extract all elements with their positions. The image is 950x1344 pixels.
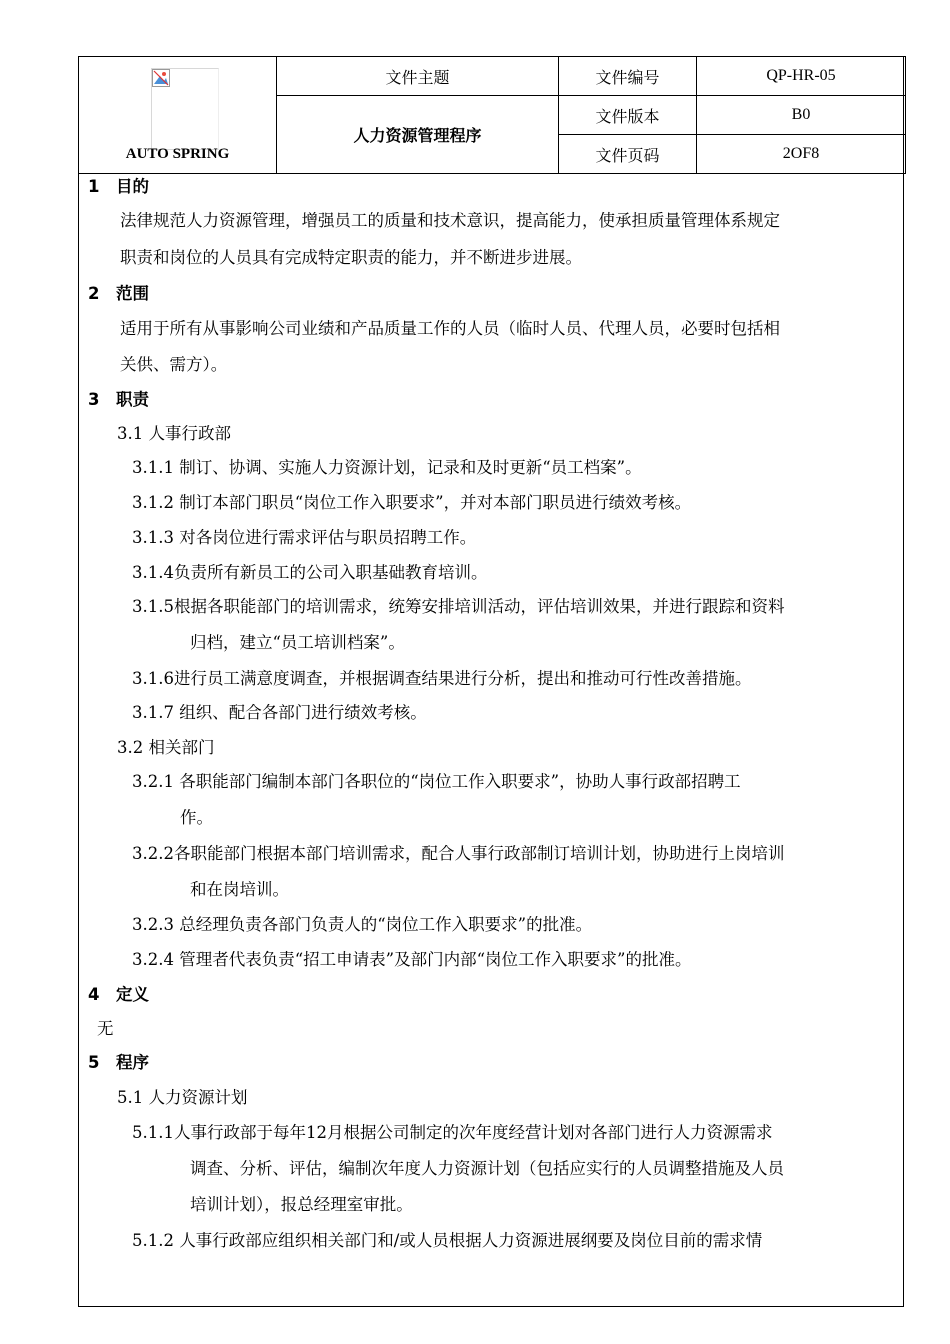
section-1-text: 职责和岗位的人员具有完成特定职责的能力，并不断进步进展。: [120, 248, 582, 267]
item-3-1-7: 3.1.7 组织、配合各部门进行绩效考核。: [132, 703, 427, 722]
company-logo-text: AUTO SPRING: [125, 146, 230, 162]
subsection-3-2: 3.2 相关部门: [117, 738, 215, 757]
item-3-1-4: 3.1.4负责所有新员工的公司入职基础教育培训。: [132, 563, 488, 582]
section-2-text: 适用于所有从事影响公司业绩和产品质量工作的人员（临时人员、代理人员，必要时包括相: [120, 319, 780, 338]
broken-image-icon: [152, 69, 170, 87]
logo-cell: [79, 57, 277, 174]
item-5-1-1-cont: 调查、分析、评估，编制次年度人力资源计划（包括应实行的人员调整措施及人员: [190, 1159, 784, 1178]
item-5-1-2: 5.1.2 人事行政部应组织相关部门和/或人员根据人力资源进展纲要及岗位目前的需求情: [132, 1231, 763, 1250]
item-3-2-2-cont: 和在岗培训。: [190, 880, 289, 899]
section-3-heading: 3 职责: [88, 390, 149, 409]
section-2-text: 关供、需方）。: [120, 355, 228, 374]
section-2-heading: 2 范围: [88, 284, 149, 303]
doc-version-label: 文件版本: [559, 96, 697, 135]
doc-version-value: B0: [697, 96, 906, 135]
item-3-2-3: 3.2.3 总经理负责各部门负责人的“岗位工作入职要求”的批准。: [132, 915, 593, 934]
doc-number-label: 文件编号: [559, 57, 697, 96]
item-3-2-2: 3.2.2各职能部门根据本部门培训需求，配合人事行政部制订培训计划，协助进行上岗培训: [132, 844, 785, 863]
item-3-1-5-cont: 归档，建立“员工培训档案”。: [190, 633, 405, 652]
section-4-heading: 4 定义: [88, 985, 149, 1004]
subject-label: 文件主题: [277, 57, 559, 96]
section-1-text: 法律规范人力资源管理，增强员工的质量和技术意识，提高能力，使承担质量管理体系规定: [120, 211, 780, 230]
item-5-1-1-cont: 培训计划），报总经理室审批。: [190, 1195, 413, 1214]
item-3-1-6: 3.1.6进行员工满意度调查，并根据调查结果进行分析，提出和推动可行性改善措施。: [132, 669, 752, 688]
item-3-2-1: 3.2.1 各职能部门编制本部门各职位的“岗位工作入职要求”，协助人事行政部招聘工: [132, 772, 741, 791]
item-5-1-1: 5.1.1人事行政部于每年12月根据公司制定的次年度经营计划对各部门进行人力资源需求: [132, 1123, 773, 1142]
item-3-1-5: 3.1.5根据各职能部门的培训需求，统筹安排培训活动，评估培训效果，并进行跟踪和资料: [132, 597, 785, 616]
logo-placeholder: [151, 68, 219, 150]
doc-number-value: QP-HR-05: [697, 57, 906, 96]
item-3-2-1-cont: 作。: [180, 808, 213, 827]
item-3-1-2: 3.1.2 制订本部门职员“岗位工作入职要求”，并对本部门职员进行绩效考核。: [132, 493, 692, 512]
subsection-3-1: 3.1 人事行政部: [117, 424, 231, 443]
item-3-1-3: 3.1.3 对各岗位进行需求评估与职员招聘工作。: [132, 528, 477, 547]
subsection-5-1: 5.1 人力资源计划: [117, 1088, 248, 1107]
document-title: 人力资源管理程序: [277, 96, 559, 174]
section-5-heading: 5 程序: [88, 1053, 149, 1072]
section-1-heading: 1 目的: [88, 177, 149, 196]
doc-page-label: 文件页码: [559, 135, 697, 174]
section-4-text: 无: [97, 1019, 114, 1038]
document-header-table: [78, 56, 906, 174]
doc-page-value: 2OF8: [697, 135, 906, 174]
item-3-2-4: 3.2.4 管理者代表负责“招工申请表”及部门内部“岗位工作入职要求”的批准。: [132, 950, 692, 969]
item-3-1-1: 3.1.1 制订、协调、实施人力资源计划，记录和及时更新“员工档案”。: [132, 458, 642, 477]
